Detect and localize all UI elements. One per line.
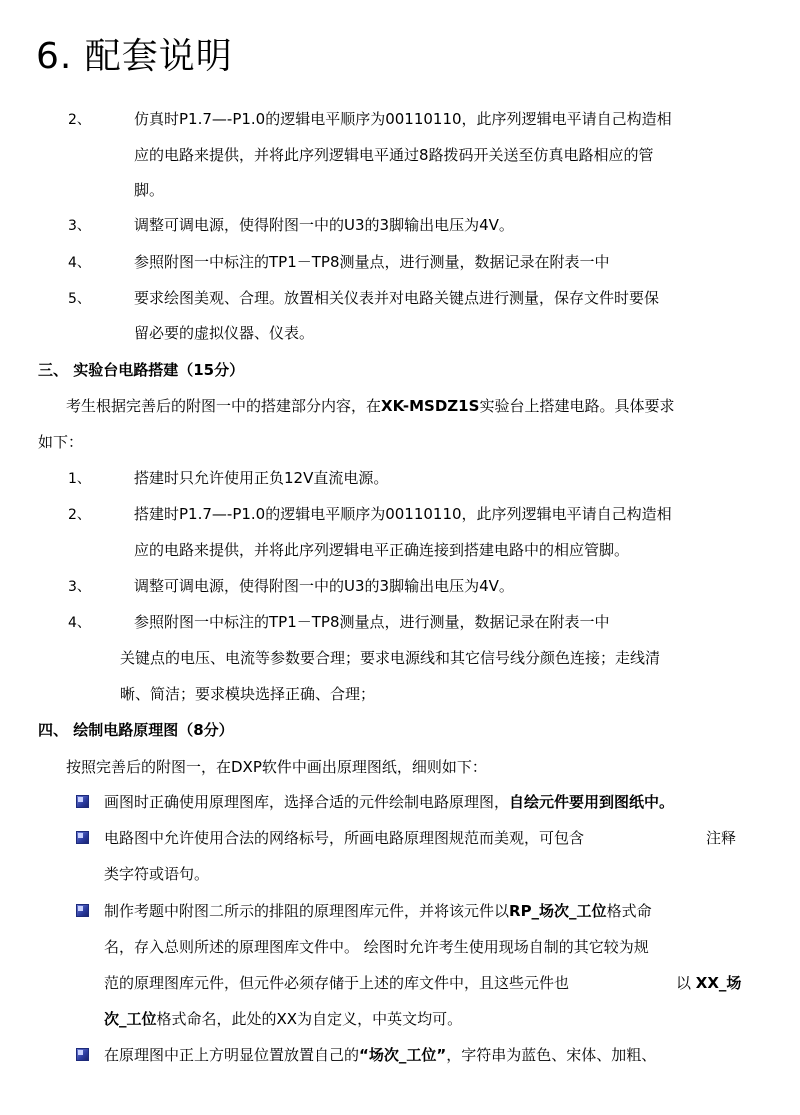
sim-item-5-line-2: 留必要的虚拟仪器、仪表。 <box>134 324 315 342</box>
bullet-3-text-d: 次_工位 <box>104 1010 157 1028</box>
bullet-3-text-xx: XX_场 <box>695 974 742 992</box>
sec3-item-2-line-2: 应的电路来提供，并将此序列逻辑电平正确连接到搭建电路中的相应管脚。 <box>134 541 630 559</box>
page-title: 6. 配套说明 <box>36 36 233 77</box>
sim-item-3-line-1: 调整可调电源，使得附图一中的U3的3脚输出电压为4V。 <box>134 216 514 234</box>
section-3-intro-line-2: 如下： <box>38 433 84 451</box>
section-4-heading: 四、 绘制电路原理图（8分） <box>38 721 234 739</box>
sim-item-5-number: 5、 <box>68 291 91 307</box>
bullet-3-line-2: 名，存入总则所述的原理图库文件中。 绘图时允许考生使用现场自制的其它较为规 <box>104 938 649 956</box>
sec3-item-4-number: 4、 <box>68 615 91 631</box>
sec3-item-3-number: 3、 <box>68 579 91 595</box>
bullet-3-line-3: 范的原理图库元件，但元件必须存储于上述的库文件中，且这些元件也 <box>104 974 570 992</box>
bullet-4-icon <box>76 1048 89 1061</box>
sec3-item-4-line-3: 晰、简洁；要求模块选择正确、合理； <box>120 685 376 703</box>
bullet-3-text-c: 格式命 <box>606 902 652 920</box>
section-4-intro: 按照完善后的附图一，在DXP软件中画出原理图纸，细则如下： <box>66 758 487 776</box>
bullet-4-text-c: ，字符串为蓝色、宋体、加粗、 <box>446 1046 657 1064</box>
sim-item-4-line-1: 参照附图一中标注的TP1－TP8测量点，进行测量，数据记录在附表一中 <box>134 253 610 271</box>
sec3-item-2-line-1: 搭建时P1.7—-P1.0的逻辑电平顺序为00110110，此序列逻辑电平请自己构造相 <box>134 505 672 523</box>
sec3-item-1-number: 1、 <box>68 471 91 487</box>
section-3-intro-line-1 <box>66 396 674 416</box>
sim-item-2-number: 2、 <box>68 112 91 128</box>
sec3-item-3-line-1: 调整可调电源，使得附图一中的U3的3脚输出电压为4V。 <box>134 577 514 595</box>
section-3-intro-model: XK-MSDZ1S <box>381 397 480 415</box>
bullet-1-icon <box>76 795 89 808</box>
sim-item-4-number: 4、 <box>68 255 91 271</box>
sec3-item-2-number: 2、 <box>68 507 91 523</box>
sim-item-2-line-2: 应的电路来提供，并将此序列逻辑电平通过8路拨码开关送至仿真电路相应的管 <box>134 146 654 164</box>
bullet-3-icon <box>76 904 89 917</box>
bullet-2-line-2: 类字符或语句。 <box>104 865 210 883</box>
bullet-3-line-3-suffix <box>676 973 741 993</box>
bullet-3-line-1 <box>104 901 652 921</box>
bullet-3-line-4 <box>104 1009 462 1029</box>
sim-item-2-line-1: 仿真时P1.7—-P1.0的逻辑电平顺序为00110110，此序列逻辑电平请自己构造相 <box>134 110 672 128</box>
bullet-1-text-a: 画图时正确使用原理图库，选择合适的元件绘制电路原理图， <box>104 793 510 811</box>
bullet-3-text-e: 格式命名，此处的XX为自定义，中英文均可。 <box>156 1010 463 1028</box>
sec3-item-4-line-1: 参照附图一中标注的TP1－TP8测量点，进行测量，数据记录在附表一中 <box>134 613 610 631</box>
bullet-3-text-yi: 以 <box>676 974 692 992</box>
bullet-1-line-1 <box>104 792 674 812</box>
sim-item-2-line-3: 脚。 <box>134 181 165 199</box>
sec3-item-4-line-2: 关键点的电压、电流等参数要合理；要求电源线和其它信号线分颜色连接；走线清 <box>120 649 661 667</box>
bullet-3-text-a: 制作考题中附图二所示的排阻的原理图库元件，并将该元件以 <box>104 902 510 920</box>
section-3-intro-c: 实验台上搭建电路。具体要求 <box>479 397 675 415</box>
bullet-4-line-1 <box>104 1045 656 1065</box>
bullet-2-icon <box>76 831 89 844</box>
sec3-item-1-line-1: 搭建时只允许使用正负12V直流电源。 <box>134 469 389 487</box>
bullet-1-text-b: 自绘元件要用到图纸中。 <box>509 793 675 811</box>
bullet-4-text-b: “场次_工位” <box>359 1046 447 1064</box>
section-3-intro-a: 考生根据完善后的附图一中的搭建部分内容，在 <box>66 397 382 415</box>
sim-item-3-number: 3、 <box>68 218 91 234</box>
bullet-2-line-1: 电路图中允许使用合法的网络标号，所画电路原理图规范而美观，可包含 <box>104 829 585 847</box>
bullet-3-text-b: RP_场次_工位 <box>509 902 607 920</box>
bullet-2-line-1-suffix: 注释 <box>706 829 737 847</box>
bullet-4-text-a: 在原理图中正上方明显位置放置自己的 <box>104 1046 360 1064</box>
section-3-heading: 三、 实验台电路搭建（15分） <box>38 361 245 379</box>
sim-item-5-line-1: 要求绘图美观、合理。放置相关仪表并对电路关键点进行测量，保存文件时要保 <box>134 289 660 307</box>
